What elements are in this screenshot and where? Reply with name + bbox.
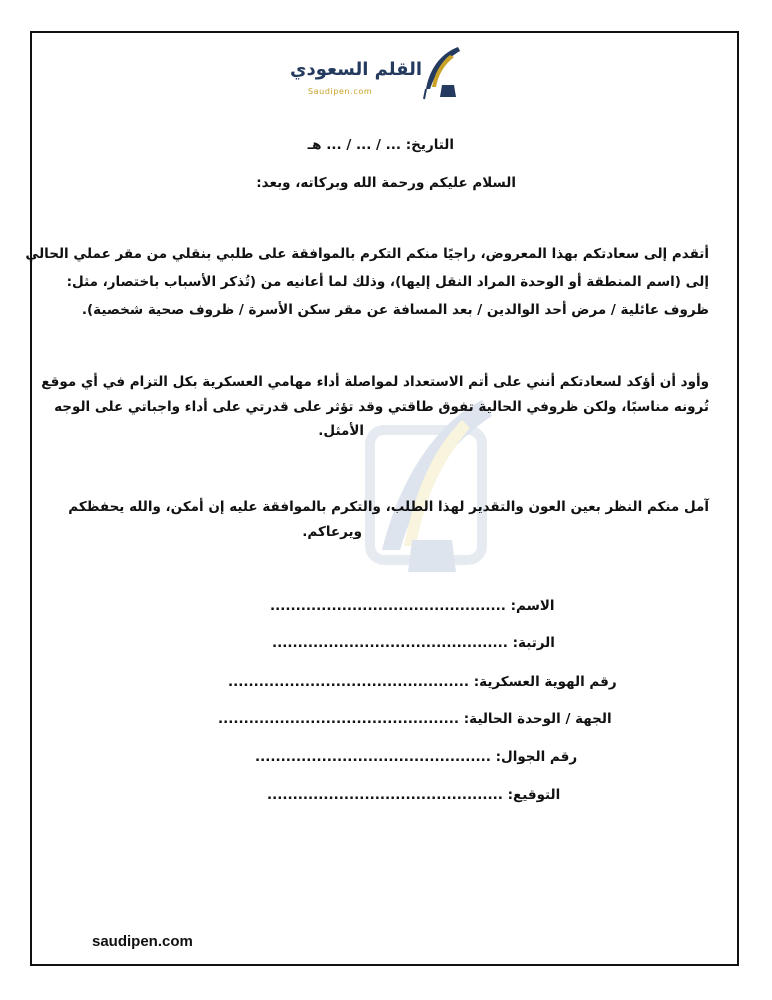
logo-site: Saudipen.com: [308, 87, 373, 96]
unit-field: الجهة / الوحدة الحالية: ...............................................: [218, 711, 612, 727]
mobile-field: رقم الجوال: ..............................................: [255, 749, 578, 765]
quill-icon: [420, 45, 466, 101]
rank-field: الرتبة: ..............................................: [272, 635, 555, 651]
greeting: السلام عليكم ورحمة الله وبركاته، وبعد:: [256, 175, 516, 191]
paragraph2-line3: الأمثل.: [318, 423, 364, 439]
paragraph1-line3: ظروف عائلية / مرض أحد الوالدين / بعد المسافة عن مقر سكن الأسرة / ظروف صحية شخصية).: [81, 302, 709, 318]
paragraph3-line1: آمل منكم النظر بعين العون والتقدير لهذا الطلب، والتكرم بالموافقة عليه إن أمكن، والله يحفظكم: [68, 499, 709, 515]
paragraph1-line1: أتقدم إلى سعادتكم بهذا المعروض، راجيًا منكم التكرم بالموافقة على طلبي بنقلي من مقر عملي الحالي: [25, 246, 709, 262]
paragraph3-line2: ويرعاكم.: [302, 524, 362, 540]
signature-field: التوقيع: ..............................................: [267, 787, 561, 803]
military-id-field: رقم الهوية العسكرية: ...............................................: [228, 674, 617, 690]
date-line: التاريخ: ... / ... / ... هـ: [307, 137, 454, 153]
watermark-quill-icon: [352, 400, 502, 580]
logo-name: القلم السعودي: [289, 59, 422, 80]
name-field: الاسم: ..............................................: [270, 598, 555, 614]
logo: [289, 45, 468, 105]
footer-site: saudipen.com: [92, 933, 193, 950]
paragraph2-line1: وأود أن أؤكد لسعادتكم أنني على أتم الاستعداد لمواصلة أداء مهامي العسكرية بكل التزام في أي موقع: [41, 374, 709, 390]
paragraph2-line2: تُرونه مناسبًا، ولكن ظروفي الحالية تفوق طاقتي وقد تؤثر على قدرتي على أداء واجباتي على الوجه: [54, 399, 709, 415]
paragraph1-line2: إلى (اسم المنطقة أو الوحدة المراد النقل إليها)، وذلك لما أعانيه من (تُذكر الأسباب باختصار، مثل:: [66, 274, 709, 290]
